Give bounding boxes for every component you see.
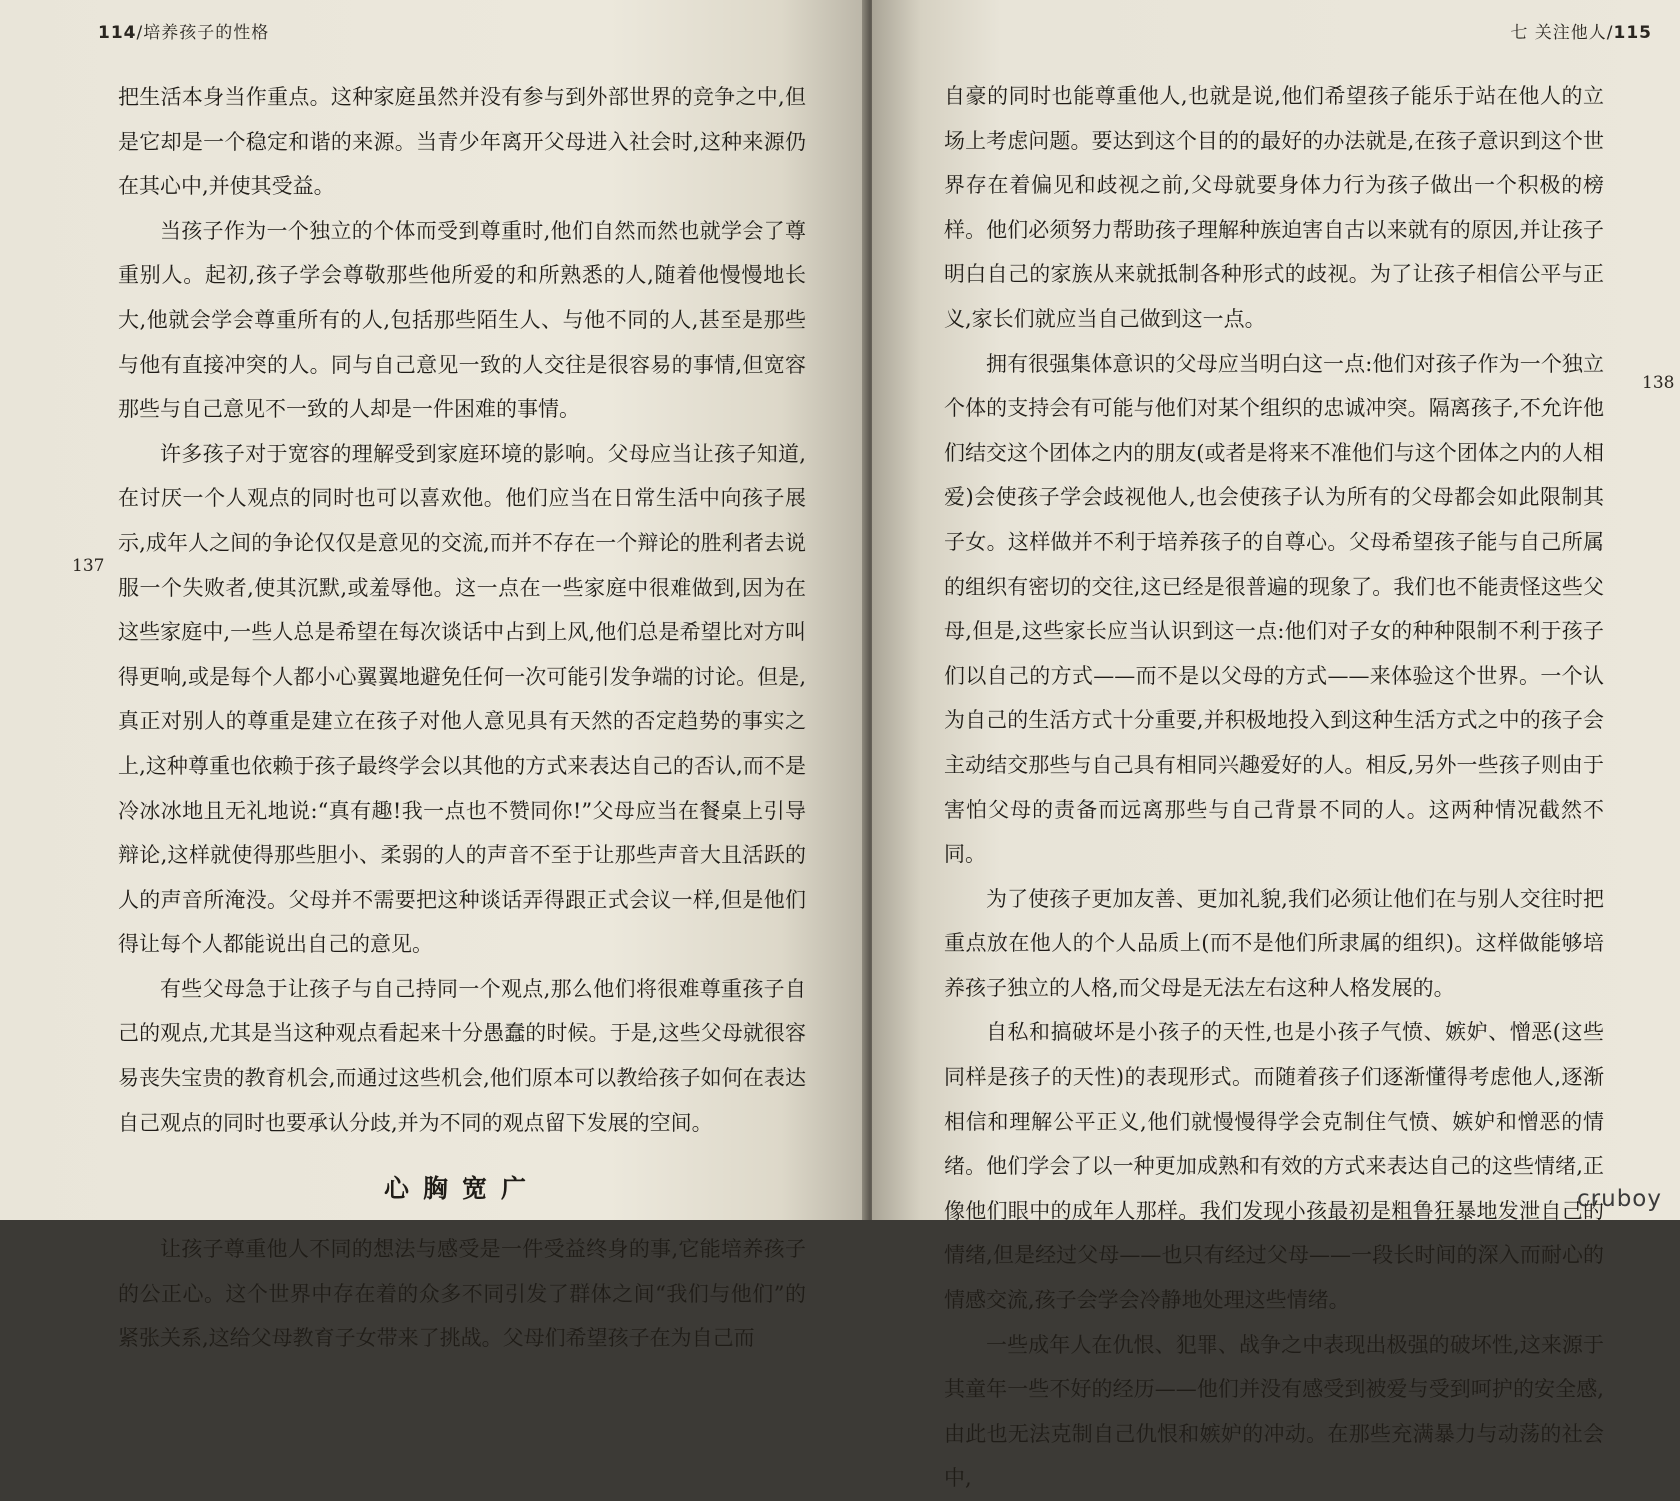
left-page bbox=[0, 0, 868, 1351]
right-running-head bbox=[1510, 18, 1652, 43]
paragraph: 自豪的同时也能尊重他人,也就是说,他们希望孩子能乐于站在他人的立场上考虑问题。要达到这个目的的最好的办法就是,在孩子意识到这个世界存在着偏见和歧视之前,父母就要身体力行为孩子做出一个积极的榜样。他们必须努力帮助孩子理解种族迫害自古以来就有的原因,并让孩子明白自己的家族从来就抵制各种形式的歧视。为了让孩子相信公平与正义,家长们就应当自己做到这一点。 bbox=[944, 84, 1604, 331]
paragraph: 拥有很强集体意识的父母应当明白这一点:他们对孩子作为一个独立个体的支持会有可能与他们对某个组织的忠诚冲突。隔离孩子,不允许他们结交这个团体之内的朋友(或者是将来不准他们与这个团体之内的人相爱)会使孩子学会歧视他人,也会使孩子认为所有的父母都会如此限制其子女。这样做并不利于培养孩子的自尊心。父母希望孩子能与自己所属的组织有密切的交往,这已经是很普遍的现象了。我们也不能责怪这些父母,但是,这些家长应当认识到这一点:他们对子女的种种限制不利于孩子们以自己的方式——而不是以父母的方式——来体验这个世界。一个认为自己的生活方式十分重要,并积极地投入到这种生活方式之中的孩子会主动结交那些与自己具有相同兴趣爱好的人。相反,另外一些孩子则由于害怕父母的责备而远离那些与自己背景不同的人。这两种情况截然不同。 bbox=[944, 351, 1604, 867]
paragraph: 把生活本身当作重点。这种家庭虽然并没有参与到外部世界的竞争之中,但是它却是一个稳定和谐的来源。当青少年离开父母进入社会时,这种来源仍在其心中,并使其受益。 bbox=[118, 85, 806, 199]
right-margin-number: 138 bbox=[1642, 373, 1675, 393]
left-slash: / bbox=[136, 23, 144, 43]
left-margin-number: 137 bbox=[72, 556, 105, 576]
paragraph: 一些成年人在仇恨、犯罪、战争之中表现出极强的破坏性,这来源于其童年一些不好的经历——他们并没有感受到被爱与受到呵护的安全感,由此也无法克制自己仇恨和嫉妒的冲动。在那些充满暴力与动荡的社会中, bbox=[944, 1332, 1604, 1491]
left-book-title: 培养孩子的性格 bbox=[143, 23, 270, 43]
paragraph: 许多孩子对于宽容的理解受到家庭环境的影响。父母应当让孩子知道,在讨厌一个人观点的同时也可以喜欢他。他们应当在日常生活中向孩子展示,成年人之间的争论仅仅是意见的交流,而并不存在一个辩论的胜利者去说服一个失败者,使其沉默,或羞辱他。这一点在一些家庭中很难做到,因为在这些家庭中,一些人总是希望在每次谈话中占到上风,他们总是希望比对方叫得更响,或是每个人都小心翼翼地避免任何一次可能引发争端的讨论。但是,真正对别人的尊重是建立在孩子对他人意见具有天然的否定趋势的事实之上,这种尊重也依赖于孩子最终学会以其他的方式来表达自己的否认,而不是冷冰冰地且无礼地说:“真有趣!我一点也不赞同你!”父母应当在餐桌上引导辩论,这样就使得那些胆小、柔弱的人的声音不至于让那些声音大且活跃的人的声音所淹没。父母并不需要把这种谈话弄得跟正式会议一样,但是他们得让每个人都能说出自己的意见。 bbox=[118, 441, 806, 957]
paragraph: 让孩子尊重他人不同的想法与感受是一件受益终身的事,它能培养孩子的公正心。这个世界中存在着的众多不同引发了群体之间“我们与他们”的紧张关系,这给父母教育子女带来了挑战。父母们希望孩子在为自己而 bbox=[118, 1237, 806, 1351]
paragraph: 为了使孩子更加友善、更加礼貌,我们必须让他们在与别人交往时把重点放在他人的个人品质上(而不是他们所隶属的组织)。这样做能够培养孩子独立的人格,而父母是无法左右这种人格发展的。 bbox=[944, 886, 1604, 1000]
paragraph: 有些父母急于让孩子与自己持同一个观点,那么他们将很难尊重孩子自己的观点,尤其是当这种观点看起来十分愚蠢的时候。于是,这些父母就很容易丧失宝贵的教育机会,而通过这些机会,他们原本可以教给孩子如何在表达自己观点的同时也要承认分歧,并为不同的观点留下发展的空间。 bbox=[118, 976, 806, 1135]
paragraph: 自私和搞破坏是小孩子的天性,也是小孩子气愤、嫉妒、憎恶(这些同样是孩子的天性)的表现形式。而随着孩子们逐渐懂得考虑他人,逐渐相信和理解公平正义,他们就慢慢得学会克制住气愤、嫉妒和憎恶的情绪。他们学会了以一种更加成熟和有效的方式来表达自己的这些情绪,正像他们眼中的成年人那样。我们发现小孩最初是粗鲁狂暴地发泄自己的情绪,但是经过父母——也只有经过父母——一段长时间的深入而耐心的情感交流,孩子会学会冷静地处理这些情绪。 bbox=[944, 1020, 1604, 1313]
left-page-number: 114 bbox=[98, 23, 137, 43]
right-page-number: 115 bbox=[1613, 23, 1652, 43]
watermark: cruboy bbox=[1577, 1186, 1662, 1212]
left-body-text bbox=[118, 75, 806, 1361]
right-body-text bbox=[944, 74, 1604, 1501]
right-chapter-title: 七 关注他人/ bbox=[1510, 23, 1614, 43]
left-running-head bbox=[98, 18, 269, 43]
right-page bbox=[872, 0, 1680, 1491]
section-title: 心胸宽广 bbox=[383, 1174, 540, 1204]
paragraph: 当孩子作为一个独立的个体而受到尊重时,他们自然而然也就学会了尊重别人。起初,孩子学会尊敬那些他所爱的和所熟悉的人,随着他慢慢地长大,他就会学会尊重所有的人,包括那些陌生人、与他不同的人,甚至是那些与他有直接冲突的人。同与自己意见一致的人交往是很容易的事情,但宽容那些与自己意见不一致的人却是一件困难的事情。 bbox=[118, 218, 806, 422]
